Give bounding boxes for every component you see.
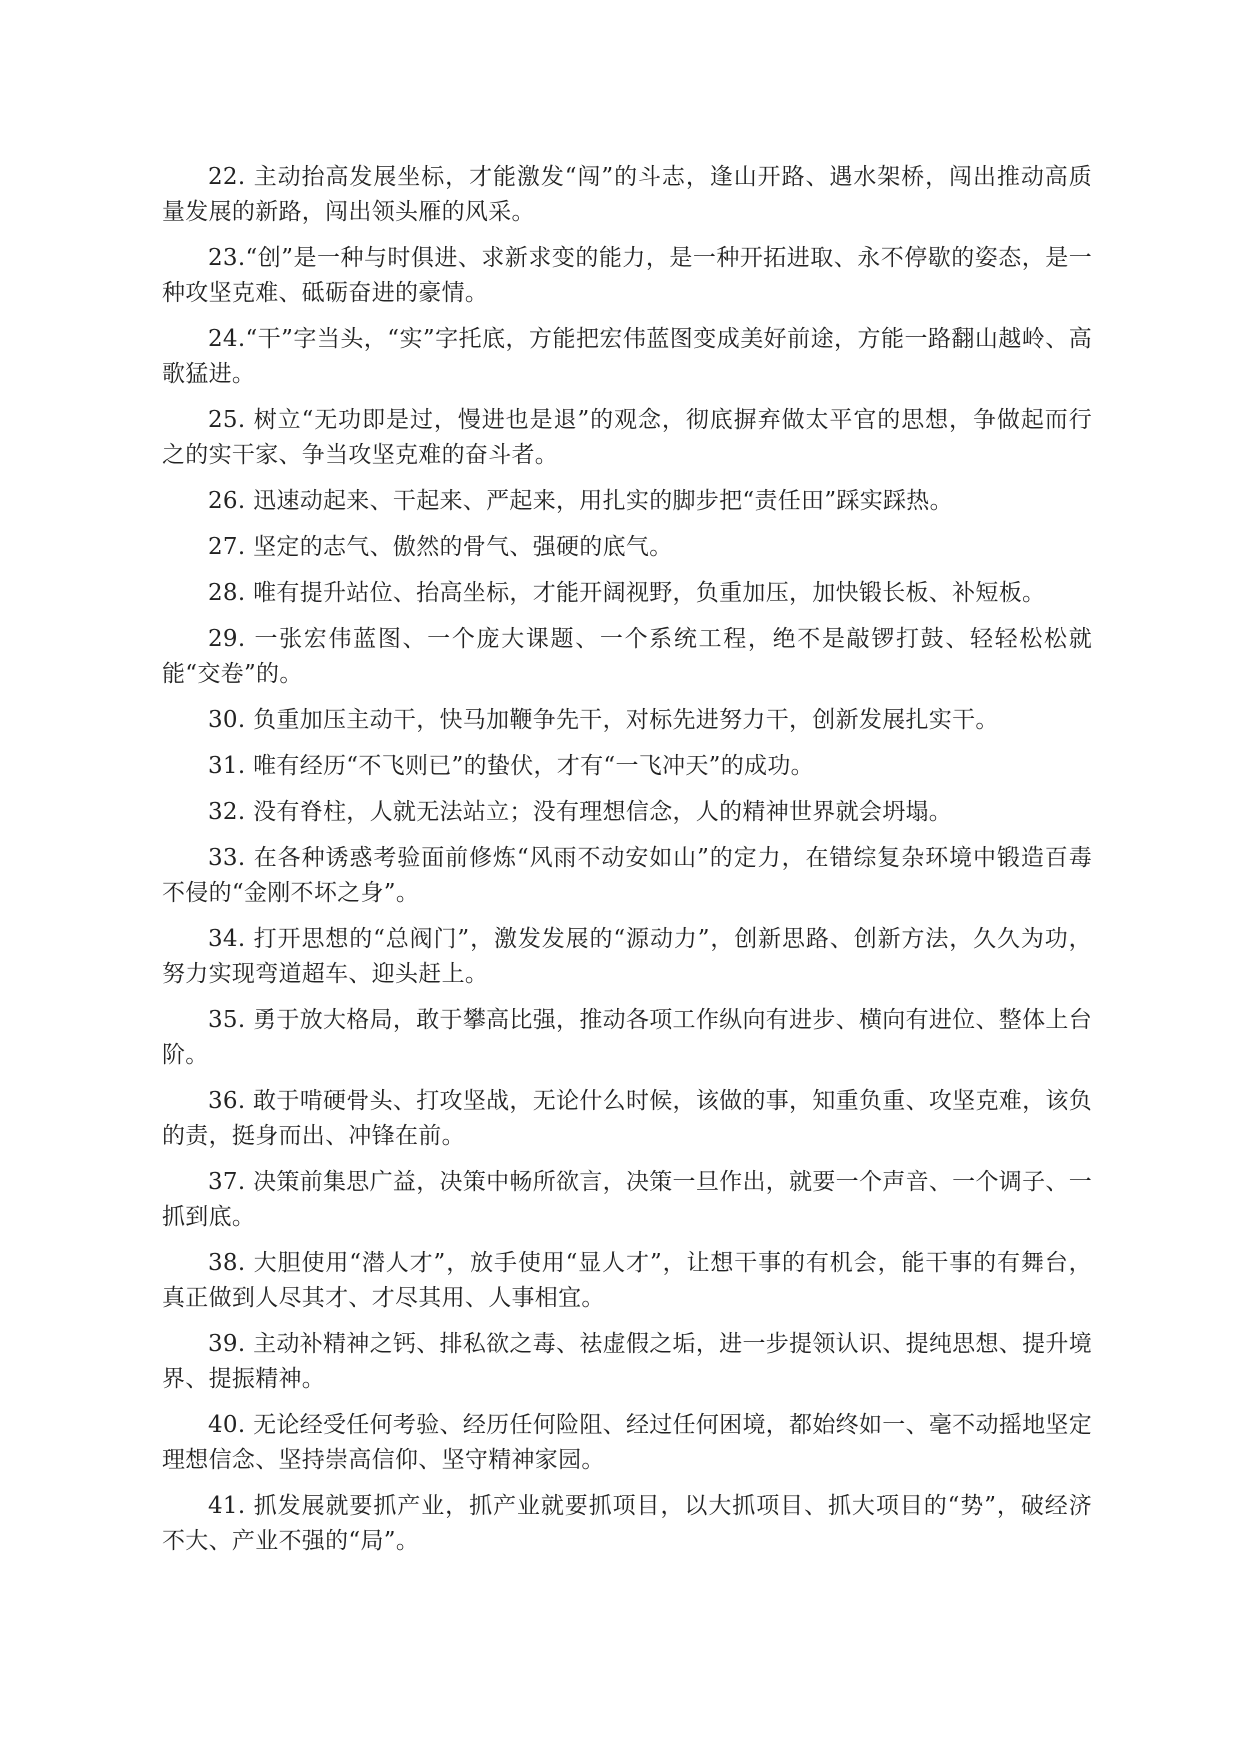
- paragraph-28: 28. 唯有提升站位、抬高坐标，才能开阔视野，负重加压，加快锻长板、补短板。: [208, 580, 1046, 606]
- paragraph-24: 24.“干”字当头，“实”字托底，方能把宏伟蓝图变成美好前途，方能一路翻山越岭、高歌猛进。: [162, 326, 1092, 387]
- paragraph-36: 36. 敢于啃硬骨头、打攻坚战，无论什么时候，该做的事，知重负重、攻坚克难，该负的责，挺身而出、冲锋在前。: [162, 1088, 1092, 1149]
- paragraph-35: 35. 勇于放大格局，敢于攀高比强，推动各项工作纵向有进步、横向有进位、整体上台阶。: [162, 1007, 1092, 1068]
- paragraph-29: 29. 一张宏伟蓝图、一个庞大课题、一个系统工程，绝不是敲锣打鼓、轻轻松松就能“交卷”的。: [162, 626, 1092, 687]
- paragraph-34: 34. 打开思想的“总阀门”，激发发展的“源动力”，创新思路、创新方法，久久为功，努力实现弯道超车、迎头赶上。: [162, 926, 1092, 987]
- paragraph-22: 22. 主动抬高发展坐标，才能激发“闯”的斗志，逢山开路、遇水架桥，闯出推动高质量发展的新路，闯出领头雁的风采。: [162, 164, 1092, 225]
- paragraph-40: 40. 无论经受任何考验、经历任何险阻、经过任何困境，都始终如一、毫不动摇地坚定理想信念、坚持崇高信仰、坚守精神家园。: [162, 1412, 1092, 1473]
- paragraph-23: 23.“创”是一种与时俱进、求新求变的能力，是一种开拓进取、永不停歇的姿态，是一种攻坚克难、砥砺奋进的豪情。: [162, 245, 1092, 306]
- paragraph-33: 33. 在各种诱惑考验面前修炼“风雨不动安如山”的定力，在错综复杂环境中锻造百毒不侵的“金刚不坏之身”。: [162, 845, 1092, 906]
- paragraph-37: 37. 决策前集思广益，决策中畅所欲言，决策一旦作出，就要一个声音、一个调子、一抓到底。: [162, 1169, 1092, 1230]
- paragraph-27: 27. 坚定的志气、傲然的骨气、强硬的底气。: [208, 534, 673, 560]
- paragraph-31: 31. 唯有经历“不飞则已”的蛰伏，才有“一飞冲天”的成功。: [208, 753, 814, 779]
- paragraph-32: 32. 没有脊柱，人就无法站立；没有理想信念，人的精神世界就会坍塌。: [208, 799, 953, 825]
- paragraph-25: 25. 树立“无功即是过，慢进也是退”的观念，彻底摒弃做太平官的思想，争做起而行之的实干家、争当攻坚克难的奋斗者。: [162, 407, 1092, 468]
- paragraph-41: 41. 抓发展就要抓产业，抓产业就要抓项目，以大抓项目、抓大项目的“势”，破经济不大、产业不强的“局”。: [162, 1493, 1092, 1554]
- paragraph-39: 39. 主动补精神之钙、排私欲之毒、祛虚假之垢，进一步提领认识、提纯思想、提升境界、提振精神。: [162, 1331, 1092, 1392]
- paragraph-26: 26. 迅速动起来、干起来、严起来，用扎实的脚步把“责任田”踩实踩热。: [208, 488, 953, 514]
- paragraph-38: 38. 大胆使用“潜人才”，放手使用“显人才”，让想干事的有机会，能干事的有舞台，真正做到人尽其才、才尽其用、人事相宜。: [162, 1250, 1092, 1311]
- paragraph-30: 30. 负重加压主动干，快马加鞭争先干，对标先进努力干，创新发展扎实干。: [208, 707, 999, 733]
- document-body: [162, 160, 1092, 1570]
